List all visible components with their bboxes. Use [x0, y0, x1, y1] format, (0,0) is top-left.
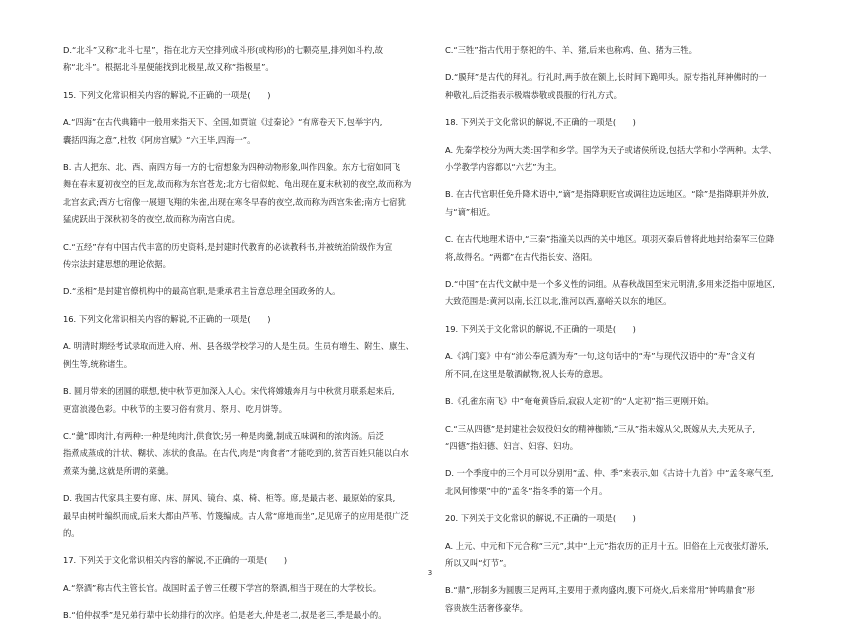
- question-paragraph: [63, 159, 435, 229]
- text-line: 的。: [63, 527, 80, 538]
- question-paragraph: [63, 283, 435, 300]
- text-line: 所不同,在这里是敬酒献物,祝人长寿的意思。: [445, 368, 608, 379]
- text-line: 传宗法封建思想的理论依据。: [63, 259, 171, 270]
- paragraph-gap: [63, 328, 435, 338]
- question-paragraph: [445, 231, 817, 266]
- text-line: 北宫玄武;西方七宿像一展翅飞翔的朱雀,出现在寒冬早春的夜空,故而称为西宫朱雀;南方七宿犹: [63, 196, 406, 207]
- question-paragraph: [63, 87, 435, 104]
- text-line: 北风何惨栗”中的“孟冬”指冬季的第一个月。: [445, 485, 608, 496]
- paragraph-gap: [63, 149, 435, 159]
- question-paragraph: [445, 142, 817, 177]
- question-paragraph: [445, 276, 817, 311]
- text-line: D.“北斗”又称“北斗七星”，指在北方天空排列成斗形(或构形)的七颗亮星,排列如斗杓,故: [63, 45, 384, 55]
- text-line: 囊括四海之意”,杜牧《阿房宫赋》“六王毕,四海一”。: [63, 134, 256, 145]
- text-line: B. 古人把东、北、西、南四方每一方的七宿想象为四种动物形象,叫作四象。东方七宿如同飞: [63, 162, 401, 173]
- text-line: A. 明清时期经考试录取而进入府、州、县各级学校学习的人是生员。生员有增生、附生、廪生、: [63, 341, 414, 352]
- text-line: B.“鼎”,形制多为圆腹三足两耳,主要用于煮肉盛肉,腹下可烧火,后来常用“钟鸣鼎食”形: [445, 585, 755, 596]
- text-line: A. 上元、中元和下元合称“三元”,其中“上元”指农历的正月十五。旧俗在上元夜张灯游乐,: [445, 540, 769, 551]
- paragraph-gap: [63, 229, 435, 239]
- question-paragraph: [445, 465, 817, 500]
- text-line: 20. 下列关于文化常识的解说,不正确的一项是( ): [445, 513, 636, 524]
- paragraph-gap: [63, 77, 435, 87]
- text-line: 指煮成蒸成的汁状、糊状、冻状的食品。在古代,肉是“肉食者”才能吃到的,贫苦百姓只能以白水: [63, 448, 409, 459]
- text-line: A.“四海”在古代典籍中一般用来指天下、全国,如贾谊《过秦论》“有席卷天下,包举宇内,: [63, 117, 383, 128]
- text-line: 容贵族生活奢侈豪华。: [445, 602, 528, 613]
- question-paragraph: [63, 383, 435, 418]
- question-paragraph: [63, 114, 435, 149]
- question-paragraph: [63, 311, 435, 328]
- paragraph-gap: [63, 301, 435, 311]
- paragraph-gap: [63, 418, 435, 428]
- question-paragraph: [445, 348, 817, 383]
- paragraph-gap: [445, 528, 817, 538]
- paragraph-gap: [445, 266, 817, 276]
- text-line: 煮菜为羹,这就是所谓的菜羹。: [63, 465, 174, 476]
- question-paragraph: [445, 186, 817, 221]
- left-column: [63, 42, 435, 625]
- text-line: C.“五经”存有中国古代丰富的历史资料,是封建时代教育的必读教科书,并被统治阶级作为宣: [63, 241, 393, 252]
- question-paragraph: [63, 428, 435, 480]
- paragraph-gap: [445, 104, 817, 114]
- text-line: A. 先秦学校分为两大类:国学和乡学。国学为天子或诸侯所设,包括大学和小学两种。太学、: [445, 144, 777, 155]
- paragraph-gap: [445, 500, 817, 510]
- paragraph-gap: [445, 383, 817, 393]
- paragraph-gap: [445, 311, 817, 321]
- question-paragraph: [445, 42, 817, 59]
- text-line: D. 一个季度中的三个月可以分别用“孟、仲、季”来表示,如《古诗十九首》中“孟冬寒气至,: [445, 468, 774, 479]
- text-line: A.“祭酒”称古代主管长官。战国时孟子曾三任稷下学宫的祭酒,相当于现在的大学校长。: [63, 582, 382, 593]
- text-line: 17. 下列关于文化常识相关内容的解说,不正确的一项是( ): [63, 555, 288, 566]
- text-line: C.“三牲”指古代用于祭祀的牛、羊、猪,后来也称鸡、鱼、猪为三牲。: [445, 45, 697, 55]
- question-paragraph: [63, 338, 435, 373]
- question-paragraph: [445, 69, 817, 104]
- text-line: B. 圆月带来的团圆的联想,使中秋节更加深入人心。宋代将嫦娥奔月与中秋赏月联系起来后,: [63, 386, 395, 397]
- question-paragraph: [445, 393, 817, 410]
- text-line: C. 在古代地理术语中,“三秦”指潼关以西的关中地区。项羽灭秦后曾将此地封给秦军三位降: [445, 234, 775, 245]
- text-line: 更富浪漫色彩。中秋节的主要习俗有赏月、祭月、吃月饼等。: [63, 403, 288, 414]
- text-line: 例生等,统称诸生。: [63, 358, 133, 369]
- paragraph-gap: [445, 455, 817, 465]
- text-line: 所以又叫“灯节”。: [445, 557, 512, 568]
- question-paragraph: [63, 490, 435, 542]
- question-paragraph: [445, 321, 817, 338]
- text-line: 最早由树叶编织而成,后来大都由芦苇、竹篾编成。古人常“席地而坐”,足见席子的应用是很广泛: [63, 510, 409, 521]
- text-line: 19. 下列关于文化常识的解说,不正确的一项是( ): [445, 323, 636, 334]
- text-line: B. 在古代官职任免升降术语中,“谪”是指降职贬官或调往边远地区。“除”是指降职并外放,: [445, 189, 769, 200]
- question-paragraph: [445, 114, 817, 131]
- paragraph-gap: [445, 411, 817, 421]
- text-line: D.“丞相”是封建官僚机构中的最高官职,是秉承君主旨意总理全国政务的人。: [63, 286, 341, 297]
- question-paragraph: [445, 421, 817, 456]
- text-line: D. 我国古代家具主要有席、床、屏风、镜台、桌、椅、柜等。席,是最古老、最原始的家具,: [63, 493, 396, 504]
- question-paragraph: [63, 552, 435, 569]
- question-paragraph: [63, 580, 435, 597]
- paragraph-gap: [63, 104, 435, 114]
- question-paragraph: [63, 239, 435, 274]
- text-line: C.“羹”即肉汁,有两种:一种是纯肉汁,供食饮;另一种是肉羹,制成五味调和的浓肉汤。后泛: [63, 430, 384, 441]
- text-line: 将,故得名。“两都”在古代指长安、洛阳。: [445, 251, 598, 262]
- text-line: 舞在春末夏初夜空的巨龙,故而称为东宫苍龙;北方七宿似蛇、龟出现在夏末秋初的夜空,故而称为: [63, 179, 412, 190]
- paragraph-gap: [63, 373, 435, 383]
- text-line: D.“中国”在古代文献中是一个多义性的词组。从春秋战国至宋元明清,多用来泛指中原地区,: [445, 279, 775, 290]
- text-line: 称“北斗”。根据北斗星便能找到北极星,故又称“指极星”。: [63, 62, 274, 73]
- text-line: A.《鸿门宴》中有“沛公奉卮酒为寿”一句,这句话中的“寿”与现代汉语中的“寿”含义有: [445, 351, 756, 362]
- text-line: C.“三从四德”是封建社会奴役妇女的精神枷锁,“三从”指未嫁从父,既嫁从夫,夫死从子,: [445, 423, 755, 434]
- paragraph-gap: [63, 480, 435, 490]
- paragraph-gap: [445, 221, 817, 231]
- question-paragraph: [445, 510, 817, 527]
- question-paragraph: [445, 582, 817, 617]
- paragraph-gap: [445, 338, 817, 348]
- paragraph-gap: [445, 176, 817, 186]
- text-line: B.“伯仲叔季”是兄弟行辈中长幼排行的次序。伯是老大,仲是老二,叔是老三,季是最小的。: [63, 610, 387, 621]
- text-line: 种敬礼,后泛指表示极端恭敬或畏服的行礼方式。: [445, 89, 622, 100]
- paragraph-gap: [445, 132, 817, 142]
- paragraph-gap: [63, 273, 435, 283]
- text-line: “四德”指妇德、妇言、妇容、妇功。: [445, 440, 579, 451]
- page-number: 3: [427, 569, 433, 577]
- paragraph-gap: [63, 542, 435, 552]
- text-line: 猛虎跃出于深秋初冬的夜空,故而称为南宫白虎。: [63, 214, 240, 225]
- right-column: [445, 42, 817, 617]
- paragraph-gap: [445, 59, 817, 69]
- text-line: 大致范围是:黄河以南,长江以北,淮河以西,嘉峪关以东的地区。: [445, 296, 672, 307]
- text-line: 15. 下列文化常识相关内容的解说,不正确的一项是( ): [63, 89, 271, 100]
- text-line: B.《孔雀东南飞》中“奄奄黄昏后,寂寂人定初”的“人定初”指三更刚开始。: [445, 396, 714, 407]
- question-paragraph: [445, 538, 817, 573]
- text-line: 小学教学内容都以“六艺”为主。: [445, 162, 562, 173]
- text-line: 18. 下列关于文化常识的解说,不正确的一项是( ): [445, 117, 636, 128]
- text-line: D.“膜拜”是古代的拜礼。行礼时,两手放在额上,长时间下跪叩头。原专指礼拜神佛时的一: [445, 72, 767, 83]
- question-paragraph: [63, 42, 435, 77]
- question-paragraph: [63, 607, 435, 624]
- text-line: 16. 下列文化常识相关内容的解说,不正确的一项是( ): [63, 313, 271, 324]
- text-line: 与“谪”相近。: [445, 206, 496, 217]
